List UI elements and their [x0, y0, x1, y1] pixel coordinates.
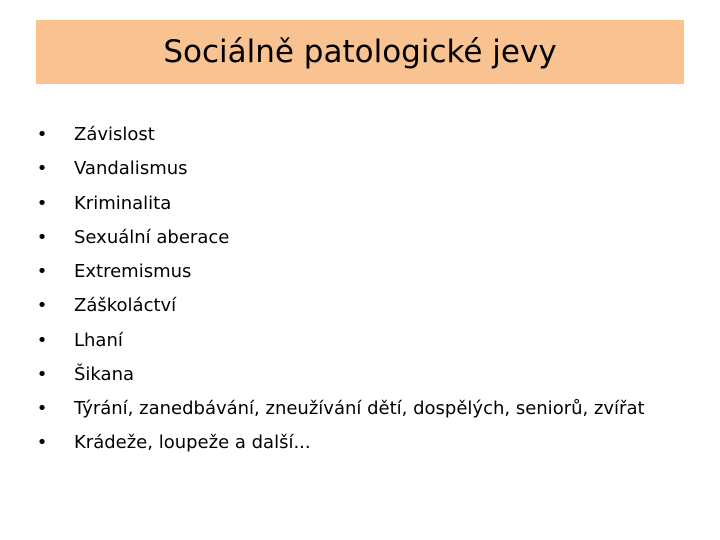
bullet-icon: •	[36, 192, 48, 214]
list-item-text: Závislost	[74, 124, 155, 145]
list-item-text: Týrání, zanedbávání, zneužívání dětí, dospělých, seniorů, zvířat	[74, 398, 645, 420]
bullet-icon: •	[36, 261, 48, 283]
list-item-text: Sexuální aberace	[74, 226, 230, 248]
bullet-icon: •	[36, 329, 48, 351]
bullet-icon: •	[36, 432, 48, 454]
slide-title: Sociálně patologické jevy	[163, 33, 557, 70]
bullet-icon: •	[36, 124, 48, 145]
bullet-icon: •	[36, 158, 48, 180]
list-item	[36, 221, 676, 255]
list-item-text: Lhaní	[74, 329, 123, 351]
list-item-text: Šikana	[74, 364, 135, 386]
list-item	[36, 426, 676, 460]
bullet-icon: •	[36, 398, 48, 420]
list-item-text: Vandalismus	[74, 158, 188, 180]
list-item-text: Kriminalita	[74, 192, 172, 214]
list-item	[36, 392, 676, 426]
list-item-text: Krádeže, loupeže a další...	[74, 432, 311, 454]
bullet-icon: •	[36, 226, 48, 248]
bullet-icon: •	[36, 295, 48, 317]
list-item	[36, 324, 676, 358]
list-item-text: Extremismus	[74, 261, 192, 283]
list-item	[36, 289, 676, 323]
bullet-list	[36, 118, 676, 461]
list-item	[36, 152, 676, 186]
list-item-text: Záškoláctví	[74, 295, 177, 317]
list-item	[36, 255, 676, 289]
list-item	[36, 187, 676, 221]
bullet-icon: •	[36, 364, 48, 386]
list-item	[36, 358, 676, 392]
title-bar	[36, 20, 684, 84]
list-item	[36, 118, 676, 152]
